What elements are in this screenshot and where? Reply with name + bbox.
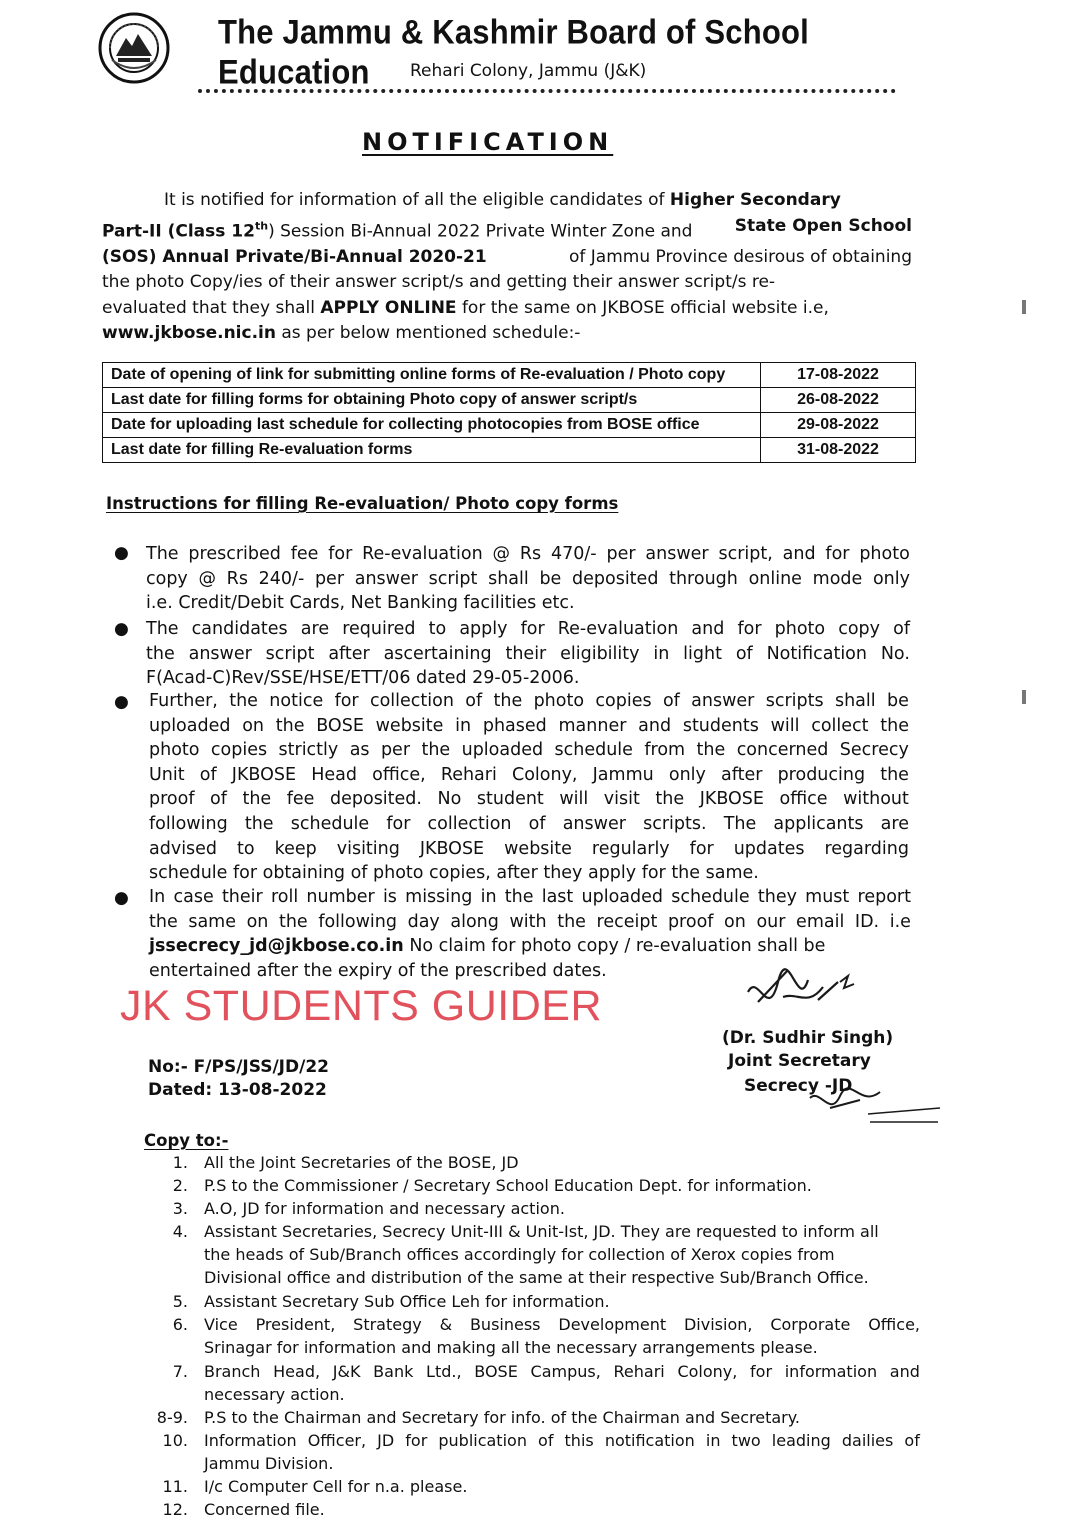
schedule-label: Last date for filling Re-evaluation forms [103, 438, 761, 463]
bullet-icon: ● [114, 619, 129, 639]
board-address: Rehari Colony, Jammu (J&K) [410, 61, 647, 81]
intro-paragraph [102, 188, 912, 347]
watermark-text: JK STUDENTS GUIDER [120, 982, 603, 1030]
intro-line: www.jkbose.nic.in as per below mentioned schedule:- [102, 323, 581, 344]
notification-title: NOTIFICATION [362, 128, 614, 156]
intro-line: (SOS) Annual Private/Bi-Annual 2020-21 of Jammu Province desirous of obtaining [102, 246, 912, 267]
reference-date: Dated: 13-08-2022 [148, 1080, 327, 1100]
intro-line: Part-II (Class 12th) Session Bi-Annual 2022 Private Winter Zone and State Open School [102, 215, 912, 242]
table-row [103, 438, 916, 463]
schedule-label: Date for uploading last schedule for collecting photocopies from BOSE office [103, 413, 761, 438]
margin-mark [1022, 300, 1026, 314]
email-link[interactable]: jssecrecy_jd@jkbose.co.in [149, 936, 404, 957]
schedule-date: 29-08-2022 [761, 413, 916, 438]
schedule-date: 17-08-2022 [761, 363, 916, 388]
bullet-icon: ● [114, 543, 129, 563]
intro-line: It is notified for information of all the eligible candidates of Higher Secondary [164, 190, 841, 210]
signatory-office: Secrecy -JD [744, 1076, 853, 1096]
bullet-icon: ● [114, 888, 129, 908]
instruction-item: The prescribed fee for Re-evaluation @ Rs 470/- per answer script, and for photo copy @ Rs 240/- per answer script shall be deposited through online mode only i.e. Credit/Debit Cards, Net Banking facilities etc. [146, 544, 910, 614]
bullet-icon: ● [114, 692, 129, 712]
schedule-label: Last date for filling forms for obtaining Photo copy of answer script/s [103, 388, 761, 413]
margin-mark [1022, 690, 1026, 704]
website-link[interactable]: www.jkbose.nic.in [102, 323, 276, 344]
table-row [103, 388, 916, 413]
intro-line: the photo Copy/ies of their answer script/s and getting their answer script/s re- [102, 272, 776, 293]
instruction-item: In case their roll number is missing in the last uploaded schedule they must report the same on the following day along with the receipt proof on our email ID. i.e jssecrecy_jd@jkbose.co.in No claim for photo copy / re-evaluation shall be entertained after the expiry of the prescribed dates. [149, 887, 911, 981]
schedule-date: 31-08-2022 [761, 438, 916, 463]
instruction-item: The candidates are required to apply for Re-evaluation and for photo copy of the answer script after ascertaining their eligibility in light of Notification No. F(Acad-C)Rev/SSE/HSE/ETT/06 dated 29-05-2006. [146, 619, 910, 689]
schedule-label: Date of opening of link for submitting online forms of Re-evaluation / Photo copy [103, 363, 761, 388]
board-name: The Jammu & Kashmir Board of School Education [218, 12, 809, 92]
instructions-heading: Instructions for filling Re-evaluation/ Photo copy forms [106, 494, 619, 513]
schedule-table [102, 362, 916, 463]
signatory-designation: Joint Secretary [728, 1051, 871, 1071]
intro-line: evaluated that they shall APPLY ONLINE for the same on JKBOSE official website i.e, [102, 297, 829, 318]
board-seal-logo [98, 12, 170, 84]
schedule-date: 26-08-2022 [761, 388, 916, 413]
header-divider [198, 89, 896, 93]
copy-to-heading: Copy to:- [144, 1131, 229, 1150]
reference-number: No:- F/PS/JSS/JD/22 [148, 1057, 329, 1077]
table-row [103, 363, 916, 388]
signatory-name: (Dr. Sudhir Singh) [722, 1028, 894, 1048]
instruction-item: Further, the notice for collection of the photo copies of answer scripts shall be uploaded on the BOSE website in phased manner and students will collect the photo copies strictly as per the uploaded schedule from the concerned Secrecy Unit of JKBOSE Head office, Rehari Colony, Jammu only after producing the proof of the fee deposited. No student will visit the JKBOSE office without following the schedule for collection of answer scripts. The applicants are advised to keep visiting JKBOSE website regularly for updates regarding schedule for obtaining of photo copies, after they apply for the same. [149, 691, 909, 884]
table-row [103, 413, 916, 438]
